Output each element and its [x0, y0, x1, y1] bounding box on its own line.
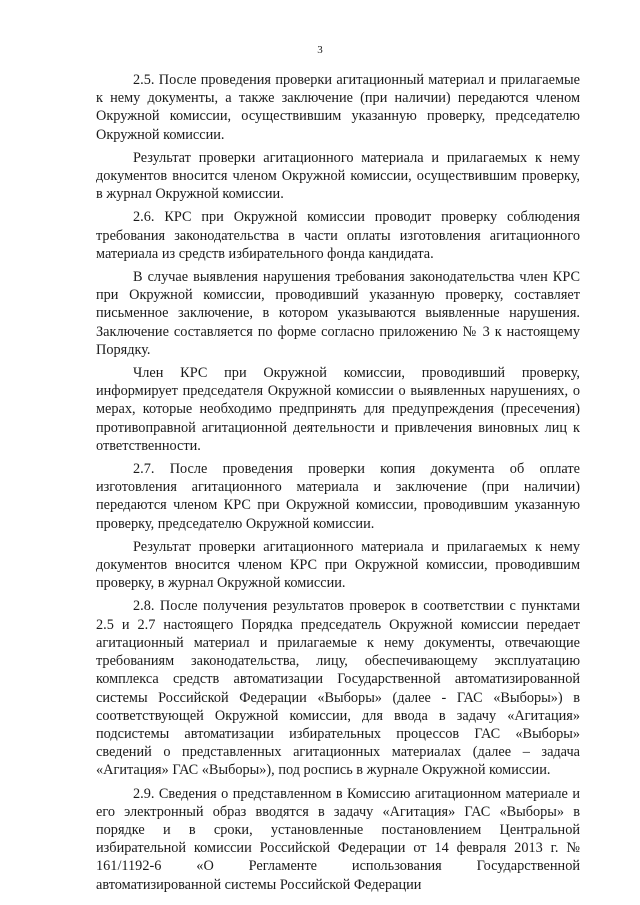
- paragraph-2-7-result: Результат проверки агитационного материала и прилагаемых к нему документов вносится членом КРС при Окружной комиссии, проводившим проверку, в журнал Окружной комиссии.: [96, 538, 580, 592]
- paragraph-2-6-violation: В случае выявления нарушения требования законодательства член КРС при Окружной комиссии, проводивший указанную проверку, составляет письменное заключение, в котором указываются выявленные нарушения. Заключение составляется по форме согласно приложению № 3 к настоящему Порядку.: [96, 269, 580, 358]
- paragraph-2-6: 2.6. КРС при Окружной комиссии проводит проверку соблюдения требования законодательства в части оплаты изготовления агитационного материала из средств избирательного фонда кандидата.: [96, 209, 580, 262]
- paragraph-2-9: 2.9. Сведения о представленном в Комиссию агитационном материале и его электронный образ вводятся в задачу «Агитация» ГАС «Выборы» в порядке и в сроки, установленные постановлением Центральной избирательной комиссии Российской Федерации от 14 февраля 2013 г. № 161/1192-6 «О Регламенте использования Государственной автоматизированной системы Российской Федерации: [96, 785, 580, 893]
- paragraph-2-5: 2.5. После проведения проверки агитационный материал и прилагаемые к нему документы, а также заключение (при наличии) передаются членом Окружной комиссии, осуществившим указанную проверку, председателю Окружной комиссии.: [96, 72, 580, 143]
- paragraph-2-7: 2.7. После проведения проверки копия документа об оплате изготовления агитационного материала и заключение (при наличии) передаются членом КРС при Окружной комиссии, проводившим указанную проверку, председателю Окружной комиссии.: [96, 461, 580, 532]
- paragraph-2-6-inform: Член КРС при Окружной комиссии, проводивший проверку, информирует председателя Окружной комиссии о выявленных нарушениях, о мерах, которые необходимо предпринять для предупреждения (пресечения) противоправной агитационной деятельности и привлечения виновных лиц к ответственности.: [96, 365, 580, 454]
- page-number: 3: [317, 44, 323, 56]
- paragraph-2-5-result: Результат проверки агитационного материала и прилагаемых к нему документов вносится членом Окружной комиссии, осуществившим проверку, в журнал Окружной комиссии.: [96, 149, 580, 203]
- document-body: [96, 71, 580, 899]
- paragraph-2-8: 2.8. После получения результатов проверок в соответствии с пунктами 2.5 и 2.7 настоящего Порядка председатель Окружной комиссии передает агитационный материал и прилагаемые к нему документы, отвечающие требованиям законодательства, лицу, обеспечивающему эксплуатацию комплекса средств автоматизации Государственной автоматизированной системы Российской Федерации «Выборы» (далее - ГАС «Выборы») в соответствующей Окружной комиссии, для ввода в задачу «Агитация» подсистемы автоматизации избирательных процессов ГАС «Выборы» сведений о представленных агитационных материалах (далее – задача «Агитация» ГАС «Выборы»), под роспись в журнале Окружной комиссии.: [96, 598, 580, 779]
